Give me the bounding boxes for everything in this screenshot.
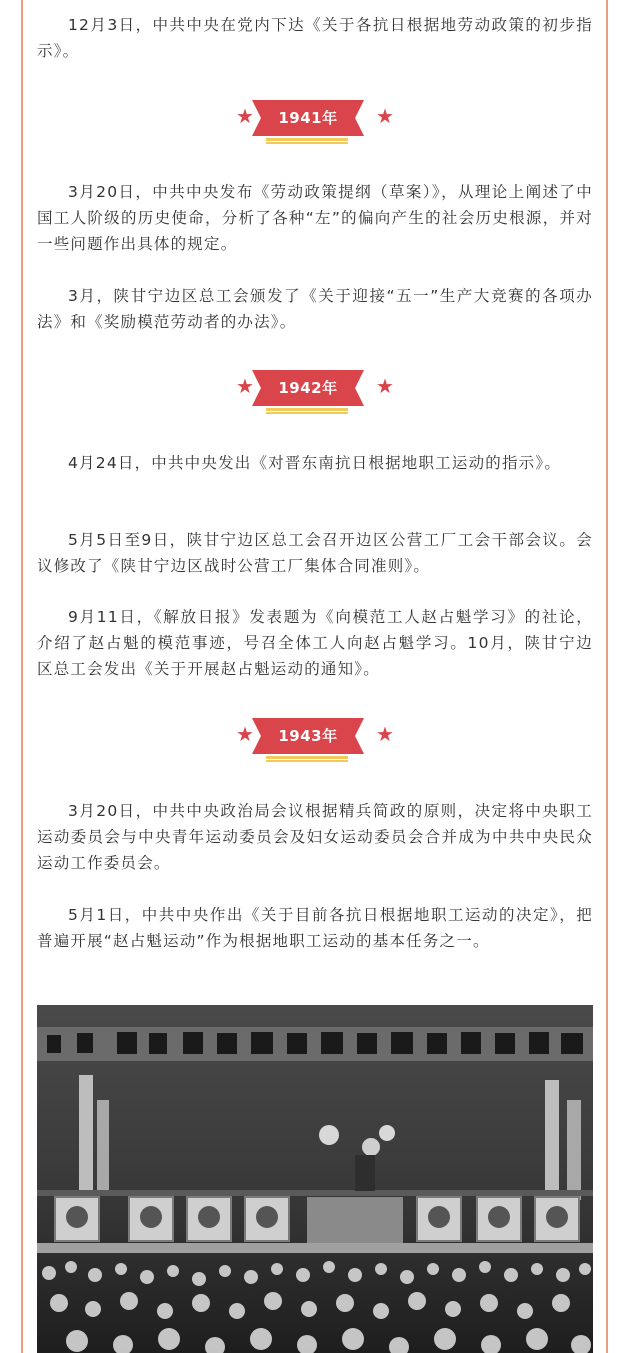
paragraph-1943-may1: 5月1日，中共中央作出《关于目前各抗日根据地职工运动的决定》，把普遍开展“赵占魁运动”作为根据地职工运动的基本任务之一。 (37, 906, 593, 950)
banner-underline (266, 142, 348, 144)
year-banner-1942 (236, 368, 396, 416)
historical-photo-drawing (37, 1005, 593, 1353)
paragraph-1941-mar20: 3月20日，中共中央发布《劳动政策提纲（草案）》，从理论上阐述了中国工人阶级的历史使命，分析了各种“左”的偏向产生的社会历史根源，并对一些问题作出具体的规定。 (37, 183, 593, 253)
star-icon: ★ (236, 722, 254, 746)
year-label: 1943年 (278, 727, 338, 745)
paragraph-1940-dec: 12月3日，中共中央在党内下达《关于各抗日根据地劳动政策的初步指示》。 (37, 16, 593, 60)
year-label: 1941年 (278, 109, 338, 127)
star-icon: ★ (236, 104, 254, 128)
historical-photo (37, 1005, 593, 1353)
paragraph-1942-apr24: 4月24日，中共中央发出《对晋东南抗日根据地职工运动的指示》。 (68, 454, 562, 472)
star-icon: ★ (376, 104, 394, 128)
banner-underline (266, 756, 348, 759)
year-banner-1943 (236, 716, 396, 764)
year-banner-1941 (236, 98, 396, 146)
star-icon: ★ (236, 374, 254, 398)
banner-underline (266, 412, 348, 414)
star-icon: ★ (376, 374, 394, 398)
paragraph-1943-mar20: 3月20日，中共中央政治局会议根据精兵简政的原则，决定将中央职工运动委员会与中央青年运动委员会及妇女运动委员会合并成为中共中央民众运动工作委员会。 (37, 802, 593, 872)
year-label: 1942年 (278, 379, 338, 397)
paragraph-1942-may5: 5月5日至9日，陕甘宁边区总工会召开边区公营工厂工会干部会议。会议修改了《陕甘宁边区战时公营工厂集体合同准则》。 (37, 531, 593, 575)
banner-underline (266, 408, 348, 411)
banner-underline (266, 138, 348, 141)
banner-underline (266, 760, 348, 762)
paragraph-1941-mar: 3月，陕甘宁边区总工会颁发了《关于迎接“五一”生产大竞赛的各项办法》和《奖励模范劳动者的办法》。 (37, 287, 593, 331)
paragraph-1942-sep11: 9月11日，《解放日报》发表题为《向模范工人赵占魁学习》的社论，介绍了赵占魁的模范事迹，号召全体工人向赵占魁学习。10月，陕甘宁边区总工会发出《关于开展赵占魁运动的通知》。 (37, 608, 593, 678)
star-icon: ★ (376, 722, 394, 746)
